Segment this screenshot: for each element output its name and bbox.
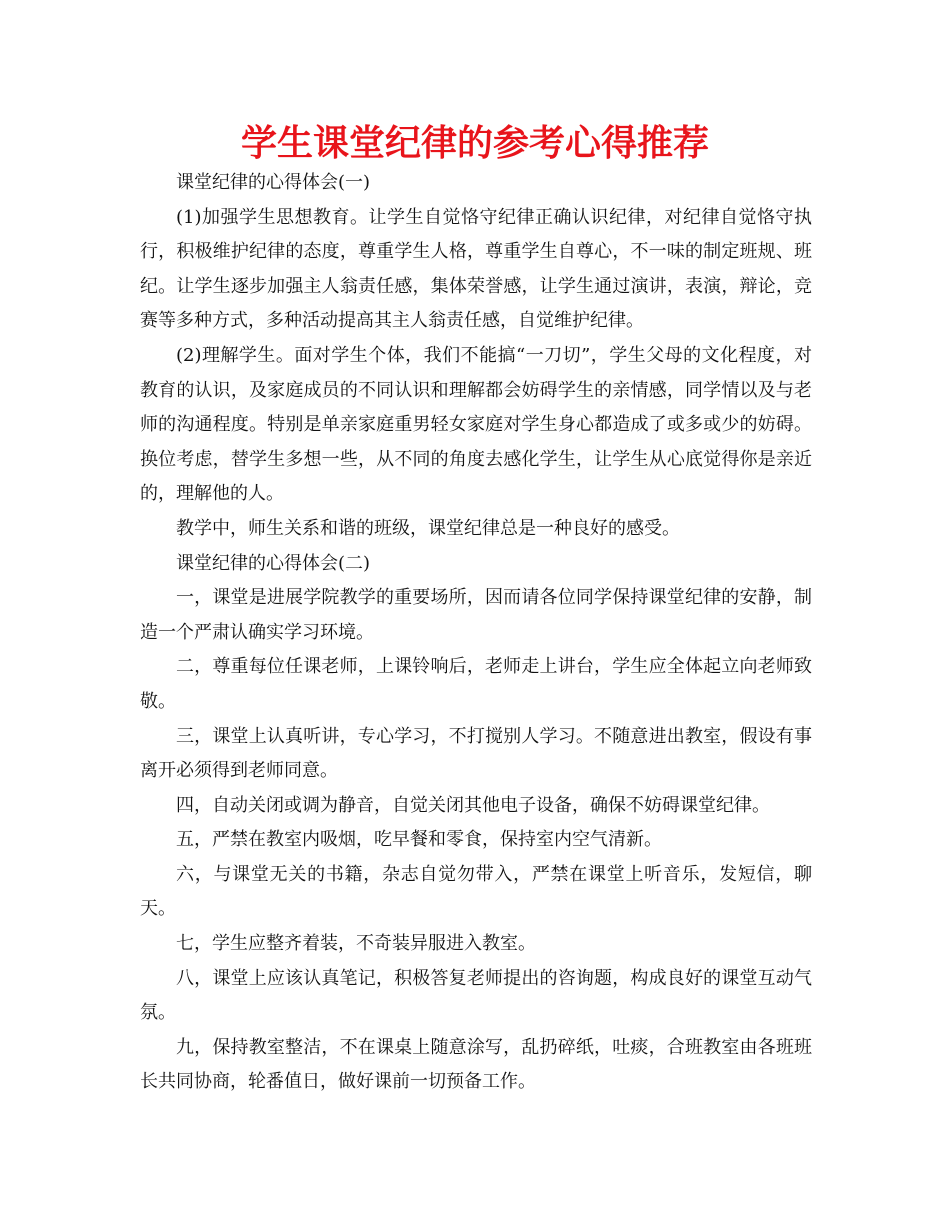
document-title: 学生课堂纪律的参考心得推荐 (240, 123, 709, 164)
rule-item: 四，自动关闭或调为静音，自觉关闭其他电子设备，确保不妨碍课堂纪律。 (176, 794, 770, 816)
rule-item: 六，与课堂无关的书籍，杂志自觉勿带入，严禁在课堂上听音乐，发短信，聊天。 (140, 863, 812, 920)
rule-item: 三，课堂上认真听讲，专心学习，不打搅别人学习。不随意进出教室，假设有事离开必须得到老师同意。 (140, 725, 812, 782)
section-heading-1: 课堂纪律的心得体会(一) (176, 172, 371, 193)
paragraph: 教学中，师生关系和谐的班级，课堂纪律总是一种良好的感受。 (176, 517, 680, 539)
document-body (140, 166, 812, 1100)
rule-item: 五，严禁在教室内吸烟，吃早餐和零食，保持室内空气清新。 (176, 829, 662, 851)
rule-item: 七，学生应整齐着装，不奇装异服进入教室。 (176, 933, 536, 955)
section-heading-2: 课堂纪律的心得体会(二) (176, 552, 371, 574)
rule-item: 一，课堂是进展学院教学的重要场所，因而请各位同学保持课堂纪律的安静，制造一个严肃认确实学习环境。 (140, 587, 812, 643)
rule-item: 二，尊重每位任课老师，上课铃响后，老师走上讲台，学生应全体起立向老师致敬。 (140, 656, 812, 712)
rule-item: 九，保持教室整洁，不在课桌上随意涂写，乱扔碎纸，吐痰，合班教室由各班班长共同协商，轮番值日，做好课前一切预备工作。 (140, 1036, 812, 1093)
paragraph: (2)理解学生。面对学生个体，我们不能搞“一刀切”，学生父母的文化程度，对教育的认识，及家庭成员的不同认识和理解都会妨碍学生的亲情感，同学情以及与老师的沟通程度。特别是单亲家庭重男轻女家庭对学生身心都造成了或多或少的妨碍。换位考虑，替学生多想一些，从不同的角度去感化学生，让学生从心底觉得你是亲近的，理解他的人。 (140, 344, 812, 505)
rule-item: 八，课堂上应该认真笔记，积极答复老师提出的咨询题，构成良好的课堂互动气氛。 (140, 967, 812, 1024)
paragraph: (1)加强学生思想教育。让学生自觉恪守纪律正确认识纪律，对纪律自觉恪守执行，积极维护纪律的态度，尊重学生人格，尊重学生自尊心，不一味的制定班规、班纪。让学生逐步加强主人翁责任感，集体荣誉感，让学生通过演讲，表演，辩论，竞赛等多种方式，多种活动提高其主人翁责任感，自觉维护纪律。 (140, 206, 812, 332)
